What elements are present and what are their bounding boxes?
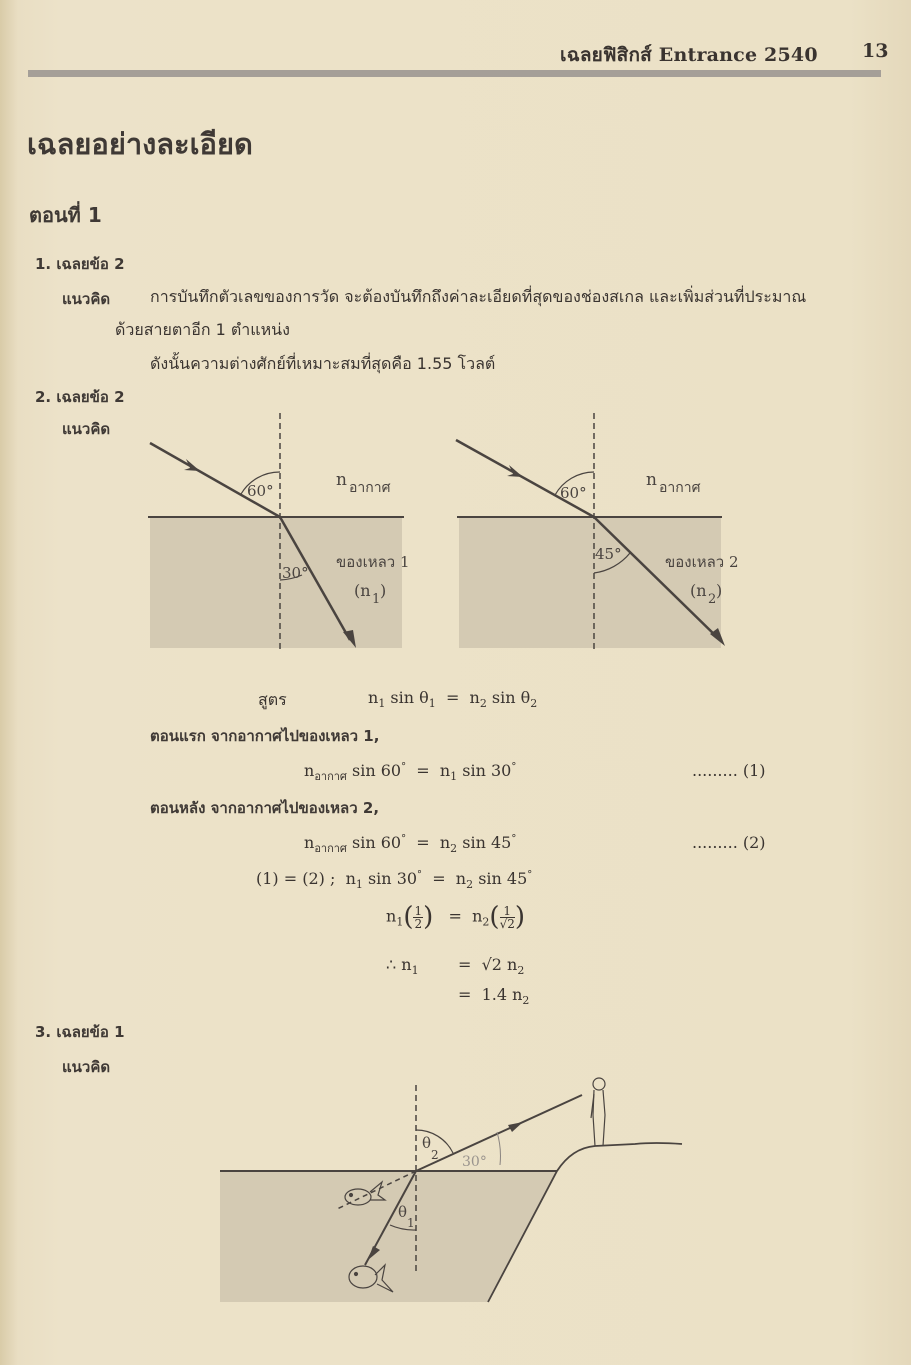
medium-bottom-index-close: )	[380, 581, 387, 600]
medium-bottom-index-close: )	[716, 581, 723, 600]
equation-2-tag: ......... (2)	[692, 833, 766, 852]
medium-top-sub: อากาศ	[349, 480, 391, 496]
q1-label: 1. เฉลยข้อ 2	[35, 255, 125, 273]
equation-1: $n_{อากาศ}$ $\sin 60^\circ = n_1$ sin 30°	[304, 761, 517, 784]
theta1-label: θ	[398, 1203, 408, 1221]
q1-text-line1: การบันทึกตัวเลขของการวัด จะต้องบันทึกถึงค่าละเอียดที่สุดของช่องสเกล และเพิ่มส่วนที่ประมาณ	[150, 287, 807, 306]
equation-5-rhs: = √2 $n_2$	[458, 955, 525, 978]
q2-label: 2. เฉลยข้อ 2	[35, 388, 125, 406]
water-region	[220, 1171, 557, 1302]
medium-top-n: n	[336, 470, 347, 490]
angle-30-label: 30°	[462, 1154, 487, 1170]
equation-4: $n_1$( $\frac{1}{2}$ ) = $n_2$( $\frac{1}{√2}$ )	[386, 902, 526, 932]
q1-approach-label: แนวคิด	[62, 290, 111, 308]
liquid-region	[459, 518, 721, 648]
equation-5: ∴ $n_1$	[386, 955, 419, 978]
equation-2: $n_{อากาศ}$ $\sin 60^\circ = n_2$ sin 45°	[304, 833, 517, 856]
medium-bottom-label: ของเหลว 2	[665, 553, 739, 571]
q2-approach-label: แนวคิด	[62, 420, 111, 438]
refracted-angle-label: 45°	[595, 545, 622, 563]
theta2-label: θ	[422, 1134, 432, 1152]
theta1-sub: 1	[407, 1216, 415, 1230]
medium-bottom-index: (n	[354, 581, 371, 600]
step1-label: ตอนแรก จากอากาศไปของเหลว 1,	[150, 727, 380, 745]
angle-30-arc	[497, 1132, 500, 1165]
equation-3: (1) = (2) ; $n_1$ $\sin 30^\circ = n_2$ sin 45°	[256, 869, 533, 892]
part-title: ตอนที่ 1	[29, 203, 102, 227]
refraction-diagram-liquid-1	[140, 410, 420, 660]
equation-6: = 1.4 $n_2$	[458, 985, 530, 1008]
page-title: เฉลยอย่างละเอียด	[27, 127, 253, 161]
theta2-sub: 2	[431, 1148, 439, 1162]
fish-observer-refraction-diagram	[210, 1070, 700, 1310]
incident-angle-label: 60°	[247, 482, 274, 500]
header-rule	[28, 70, 881, 77]
running-header-title: เฉลยฟิสิกส์ Entrance 2540	[560, 44, 818, 66]
medium-bottom-label: ของเหลว 1	[336, 553, 410, 571]
refracted-angle-label: 30°	[282, 564, 309, 582]
ray-in-air	[416, 1095, 582, 1171]
q3-approach-label: แนวคิด	[62, 1058, 111, 1076]
incident-ray	[150, 443, 280, 517]
q1-text-line3: ดังนั้นความต่างศักย์ที่เหมาะสมที่สุดคือ 1.55 โวลต์	[150, 354, 496, 373]
snell-law-formula: $n_1$ $\sin \theta_1 = n_2$ $\sin \theta_2$	[368, 688, 538, 711]
medium-top-sub: อากาศ	[659, 480, 701, 496]
incident-angle-label: 60°	[560, 484, 587, 502]
observer-person-icon	[591, 1078, 605, 1146]
medium-bottom-index-sub: 2	[708, 592, 717, 607]
q3-label: 3. เฉลยข้อ 1	[35, 1023, 125, 1041]
page-number: 13	[862, 40, 889, 62]
incident-ray	[456, 440, 594, 517]
formula-label: สูตร	[258, 690, 287, 709]
medium-top-n: n	[646, 470, 657, 490]
step2-label: ตอนหลัง จากอากาศไปของเหลว 2,	[150, 799, 380, 817]
medium-bottom-index: (n	[690, 581, 707, 600]
equation-1-tag: ......... (1)	[692, 761, 766, 780]
arrow-icon	[508, 1122, 523, 1132]
refraction-diagram-liquid-2	[450, 410, 740, 660]
medium-bottom-index-sub: 1	[372, 592, 381, 607]
q1-text-line2: ด้วยสายตาอีก 1 ตำแหน่ง	[115, 320, 290, 339]
